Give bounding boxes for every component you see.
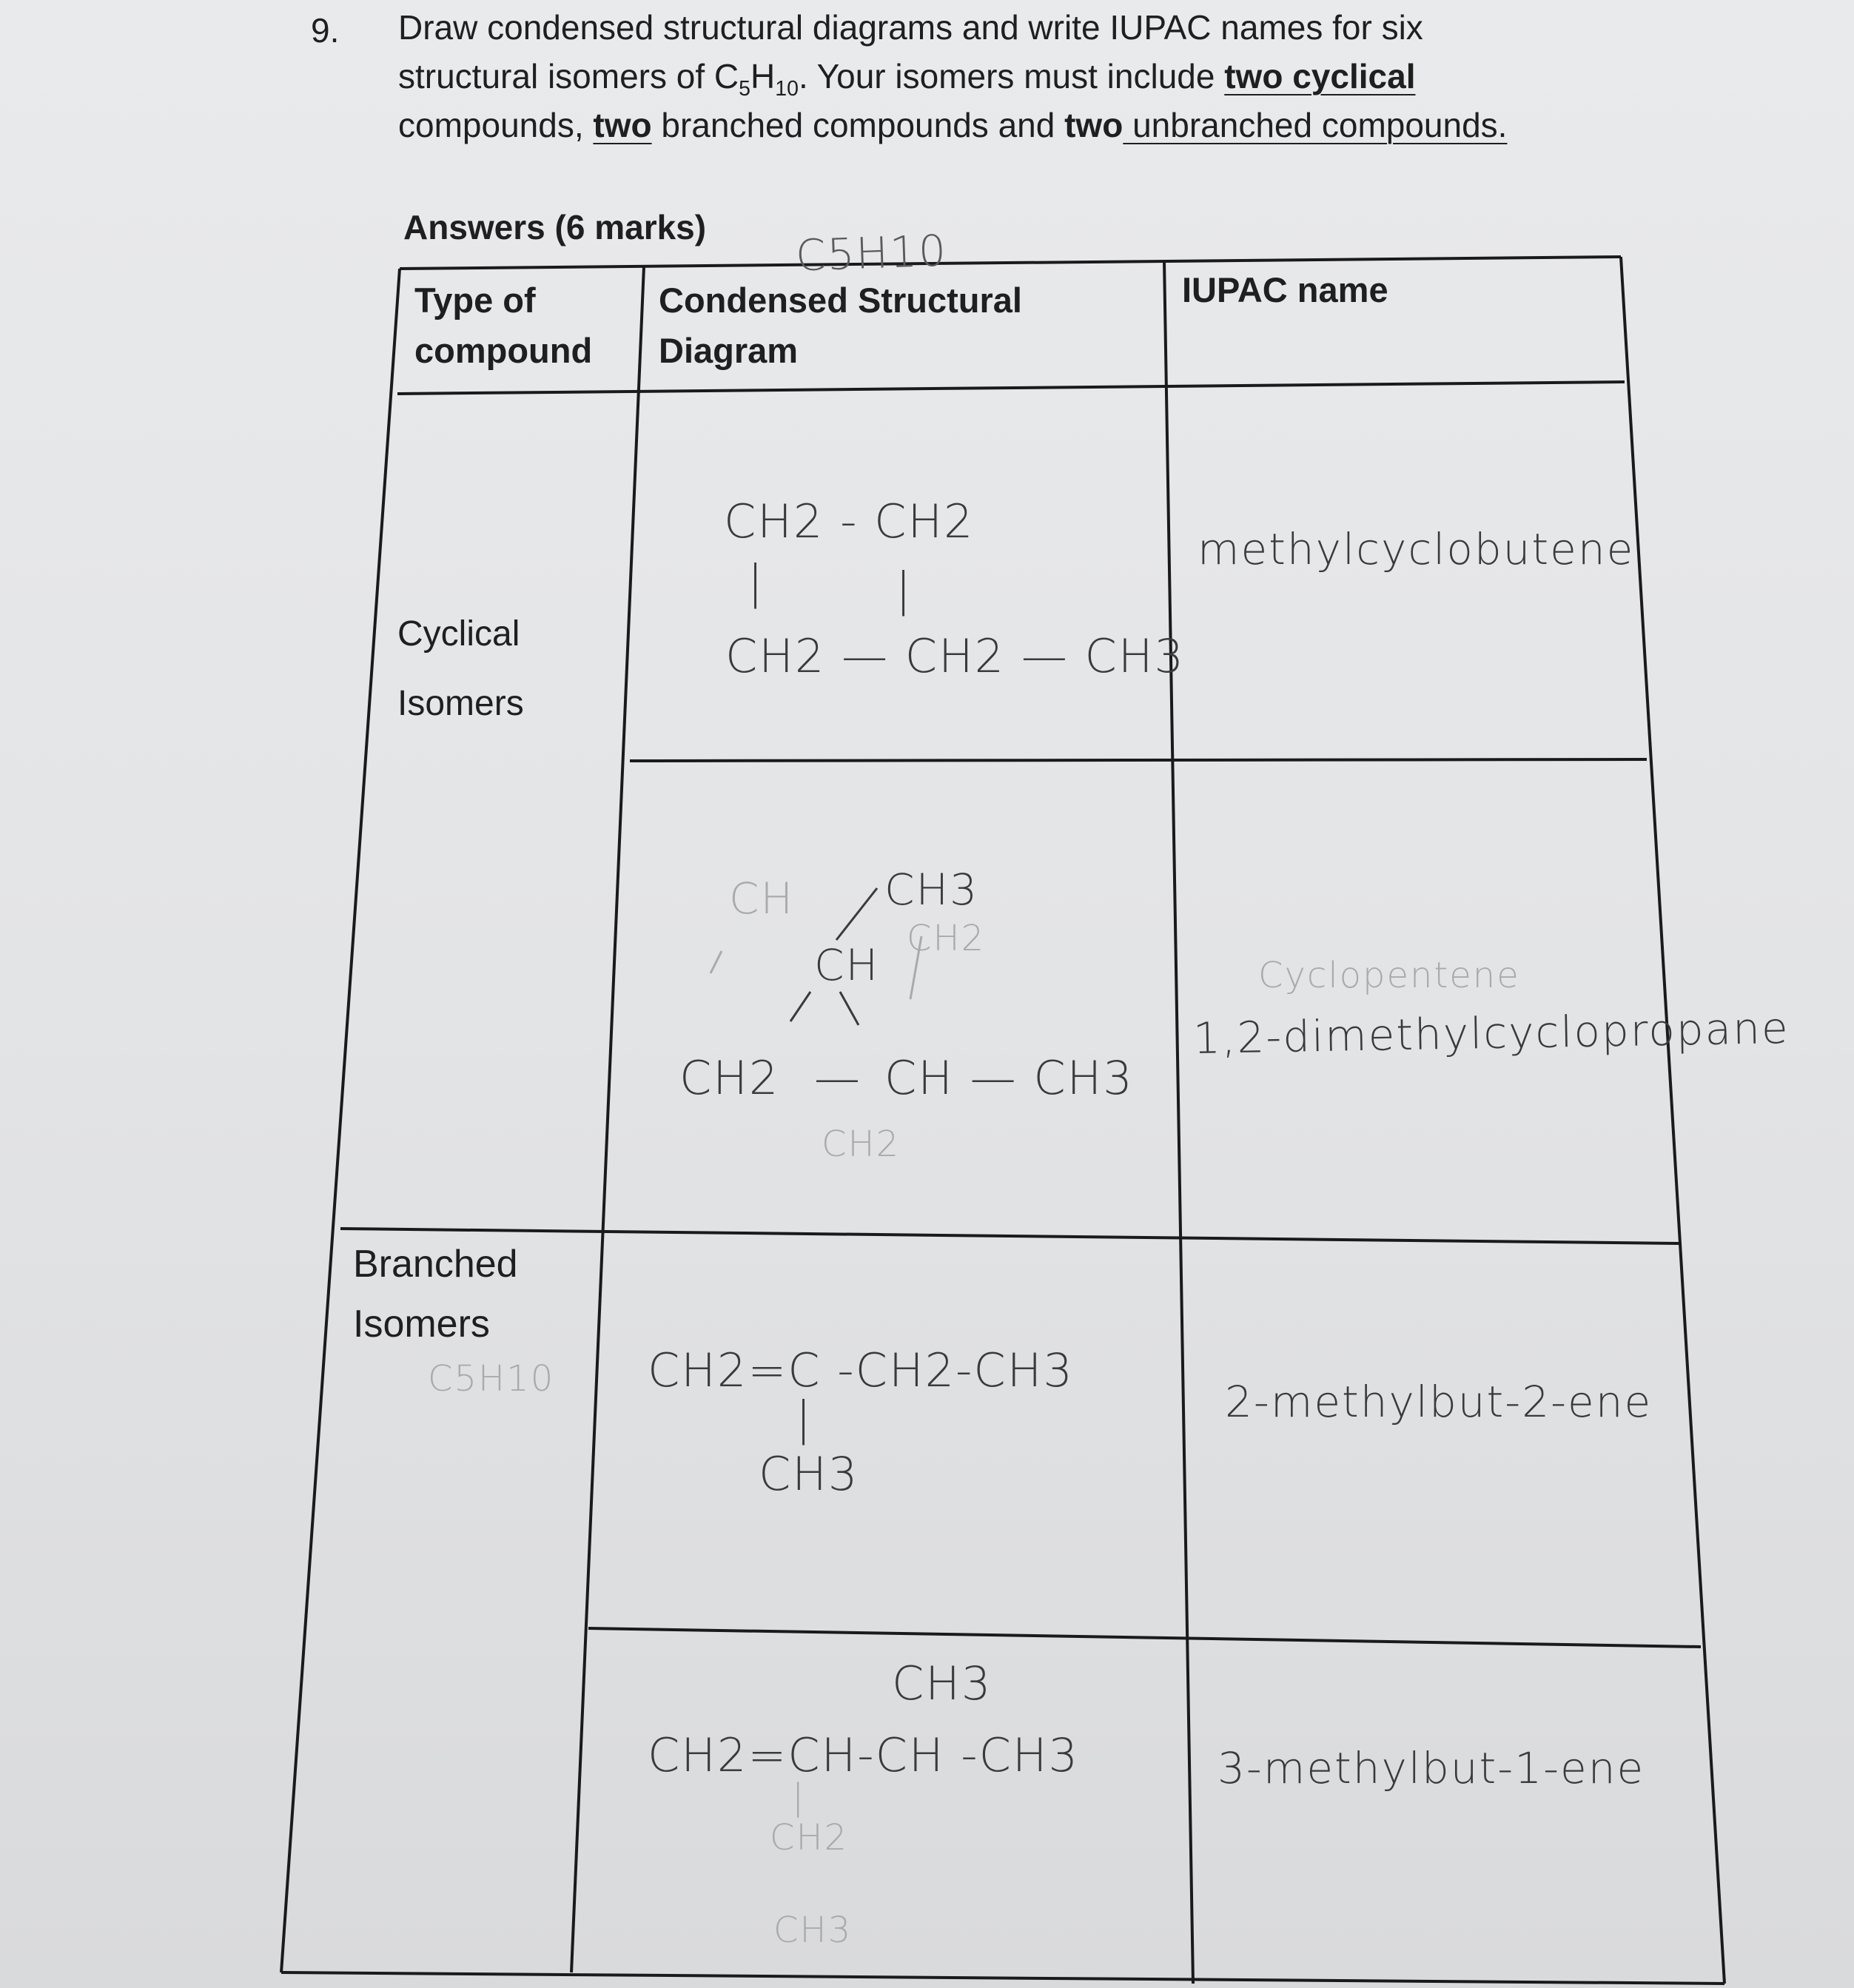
header-type-line-2: compound [414,331,593,371]
formula-c-sub: 5 [739,77,750,101]
row2-iupac-name: 1,2-dimethylcyclopropane [1192,1002,1790,1064]
header-diagram-line-1: Condensed Structural [659,281,1022,320]
question-line-3-post: unbranched compounds. [1123,106,1508,144]
table-bottom-border [281,1972,1724,1984]
row3-bond-vertical: | [796,1391,813,1445]
handwritten-margin-formula: C5H10 [794,225,948,281]
row2-faint-ch: CH [729,873,795,924]
formula-h: H [750,57,776,95]
two-branched-emphasis: two [593,106,652,144]
handwritten-branched-margin-formula: C5H10 [428,1358,555,1400]
row2-bond-dash: — [814,1051,861,1105]
row1-bond-left: | [748,555,765,609]
header-diagram-line-2: Diagram [659,331,799,371]
cyclical-isomers-label [397,600,524,738]
cyclical-label-line-1: Cyclical [397,614,520,654]
two-unbranched-emphasis: two [1064,106,1124,144]
iupac-column-left-border [1164,261,1193,1984]
header-condensed-structural-diagram [659,275,1022,376]
row4-diagram-main: CH2=CH-CH -CH3 [648,1728,1079,1782]
question-line-3-mid: branched compounds and [651,106,1065,144]
row4-faint-bond: | [792,1776,806,1818]
branched-label-line-2: Isomers [353,1302,490,1346]
row3-diagram-branch: CH3 [759,1447,859,1501]
formula-c: C [713,57,739,95]
row1-diagram-bottom: CH2 — CH2 — CH3 [725,629,1185,683]
question-line-2-post: . Your isomers must include [798,57,1225,95]
row4-diagram-top: CH3 [892,1656,993,1710]
table-top-border [400,257,1621,269]
row1-diagram-top: CH2 - CH2 [724,494,975,548]
row4-iupac-name: 3-methylbut-1-ene [1217,1743,1645,1793]
question-line-1: Draw condensed structural diagrams and write IUPAC names for six [398,8,1423,47]
diagram-column-left-border [571,266,644,1972]
table-left-border [281,269,400,1972]
header-type-of-compound [414,275,592,376]
row1-bond-right: | [896,563,913,617]
header-type-line-1: Type of [414,281,536,320]
row2-faint-name: Cyclopentene [1258,955,1520,996]
row2-faint-bottom: CH2 [822,1124,901,1165]
row3-iupac-name: 2-methylbut-2-ene [1225,1377,1653,1427]
question-number: 9. [311,11,340,50]
formula-h-sub: 10 [775,77,799,101]
cyclical-row-divider [630,759,1647,761]
branched-label-line-1: Branched [353,1243,518,1286]
row2-methyl: CH3 [884,864,979,915]
row4-faint-branch-2: CH3 [773,1910,853,1951]
row2-ring-ch: CH [814,940,880,990]
cyclical-label-line-2: Isomers [397,683,524,723]
two-cyclical-emphasis: two cyclical [1224,57,1416,95]
table-right-border [1621,257,1724,1984]
cyclical-branched-divider [340,1229,1679,1243]
row2-ring-left: CH2 [679,1051,780,1105]
branched-row-divider [588,1628,1701,1647]
header-bottom-border [397,382,1625,394]
row2-ring-bonds [696,881,947,1073]
answers-heading: Answers (6 marks) [403,208,707,246]
row3-diagram-main: CH2=C -CH2-CH3 [648,1343,1074,1397]
branched-isomers-label [353,1235,518,1354]
question-line-3-pre: compounds, [398,106,594,144]
question-line-2-pre: structural isomers of [398,57,714,95]
row1-iupac-name: methylcyclobutene [1198,524,1635,574]
row4-faint-branch-1: CH2 [770,1817,849,1858]
row2-ring-right: CH — CH3 [884,1051,1134,1105]
header-iupac-name: IUPAC name [1182,270,1388,309]
row2-faint-ch2: CH2 [907,918,986,959]
